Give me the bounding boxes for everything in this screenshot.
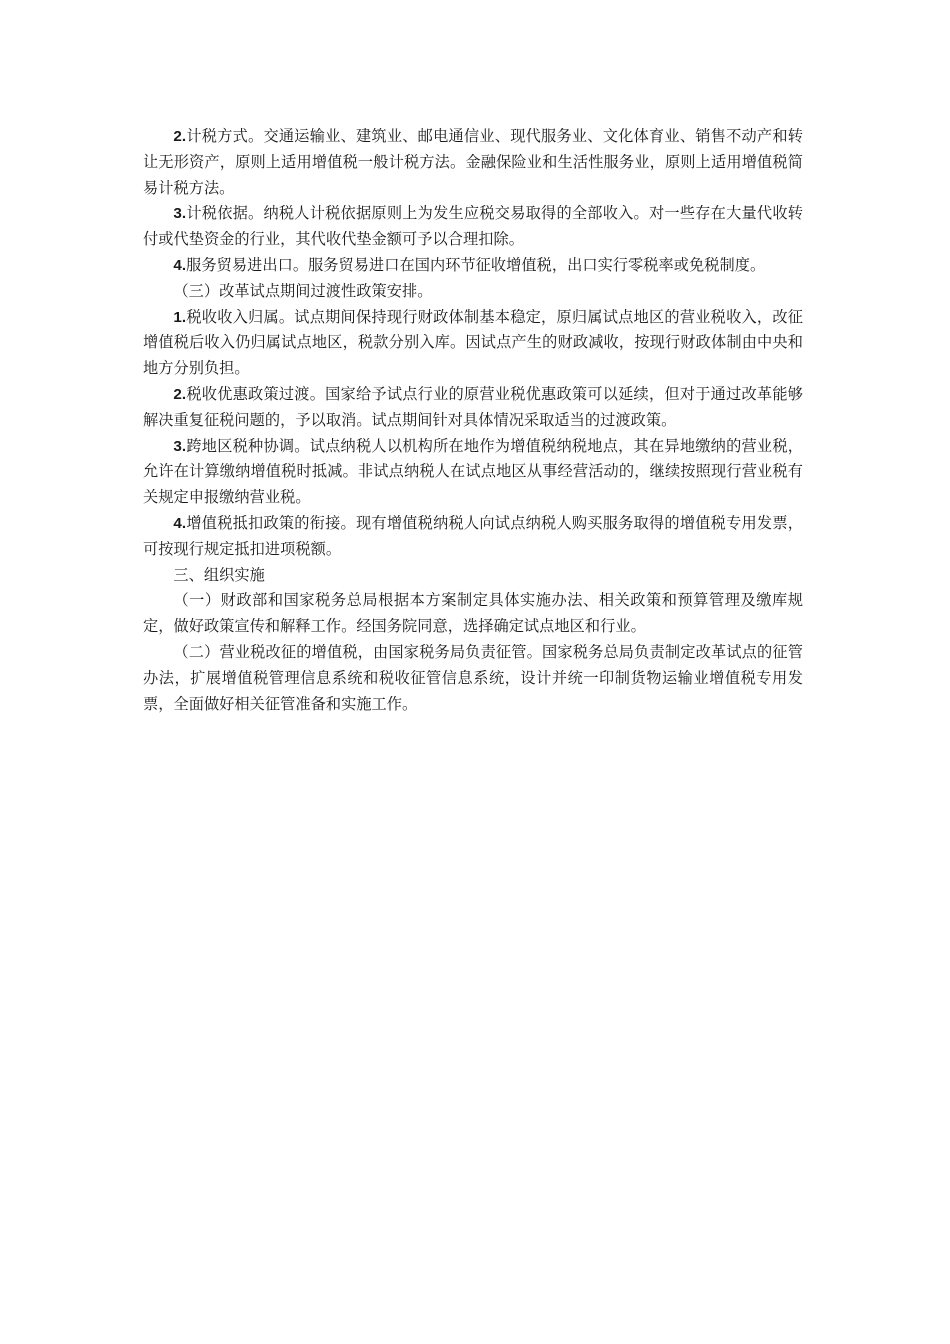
paragraph-number: 3. <box>173 437 187 455</box>
paragraph-text: 增值税抵扣政策的衔接。现有增值税纳税人向试点纳税人购买服务取得的增值税专用发票，可按现行规定抵扣进项税额。 <box>143 513 803 558</box>
paragraph-text: 计税依据。纳税人计税依据原则上为发生应税交易取得的全部收入。对一些存在大量代收转付或代垫资金的行业，其代收代垫金额可予以合理扣除。 <box>143 204 803 249</box>
section-heading-transition-policy <box>143 279 803 305</box>
paragraph-preferential-policy <box>143 382 803 434</box>
paragraph-implementation-one <box>143 588 803 640</box>
paragraph-number: 2. <box>173 128 187 145</box>
paragraph-text: 税收收入归属。试点期间保持现行财政体制基本稳定，原归属试点地区的营业税收入，改征增值税后收入仍归属试点地区，税款分别入库。因试点产生的财政减收，按现行财政体制由中央和地方分别负担。 <box>143 307 803 378</box>
paragraph-number: 4. <box>173 256 187 274</box>
paragraph-text: （三）改革试点期间过渡性政策安排。 <box>173 281 433 300</box>
paragraph-service-trade <box>143 253 803 279</box>
document-body <box>143 124 803 717</box>
paragraph-text: 税收优惠政策过渡。国家给予试点行业的原营业税优惠政策可以延续，但对于通过改革能够解决重复征税问题的，予以取消。试点期间针对具体情况采取适当的过渡政策。 <box>143 384 803 429</box>
section-heading-organization <box>143 563 803 589</box>
paragraph-text: 跨地区税种协调。试点纳税人以机构所在地作为增值税纳税地点，其在异地缴纳的营业税，允许在计算缴纳增值税时抵减。非试点纳税人在试点地区从事经营活动的，继续按照现行营业税有关规定申报缴纳营业税。 <box>143 436 803 507</box>
paragraph-number: 3. <box>173 205 187 223</box>
paragraph-cross-region <box>143 434 803 511</box>
paragraph-text: 三、组织实施 <box>173 565 265 584</box>
paragraph-text: 服务贸易进出口。服务贸易进口在国内环节征收增值税，出口实行零税率或免税制度。 <box>186 255 766 274</box>
paragraph-number: 2. <box>173 385 187 403</box>
paragraph-text: 计税方式。交通运输业、建筑业、邮电通信业、现代服务业、文化体育业、销售不动产和转让无形资产，原则上适用增值税一般计税方法。金融保险业和生活性服务业，原则上适用增值税简易计税方法。 <box>143 127 803 197</box>
paragraph-tax-method <box>143 124 803 201</box>
paragraph-number: 1. <box>173 308 187 326</box>
paragraph-implementation-two <box>143 640 803 717</box>
paragraph-revenue-attribution <box>143 305 803 382</box>
paragraph-tax-basis <box>143 201 803 253</box>
paragraph-deduction-policy <box>143 511 803 563</box>
paragraph-text: （一）财政部和国家税务总局根据本方案制定具体实施办法、相关政策和预算管理及缴库规定，做好政策宣传和解释工作。经国务院同意，选择确定试点地区和行业。 <box>143 591 803 636</box>
paragraph-number: 4. <box>173 514 187 532</box>
paragraph-text: （二）营业税改征的增值税，由国家税务局负责征管。国家税务总局负责制定改革试点的征管办法，扩展增值税管理信息系统和税收征管信息系统，设计并统一印制货物运输业增值税专用发票，全面做好相关征管准备和实施工作。 <box>143 642 803 713</box>
